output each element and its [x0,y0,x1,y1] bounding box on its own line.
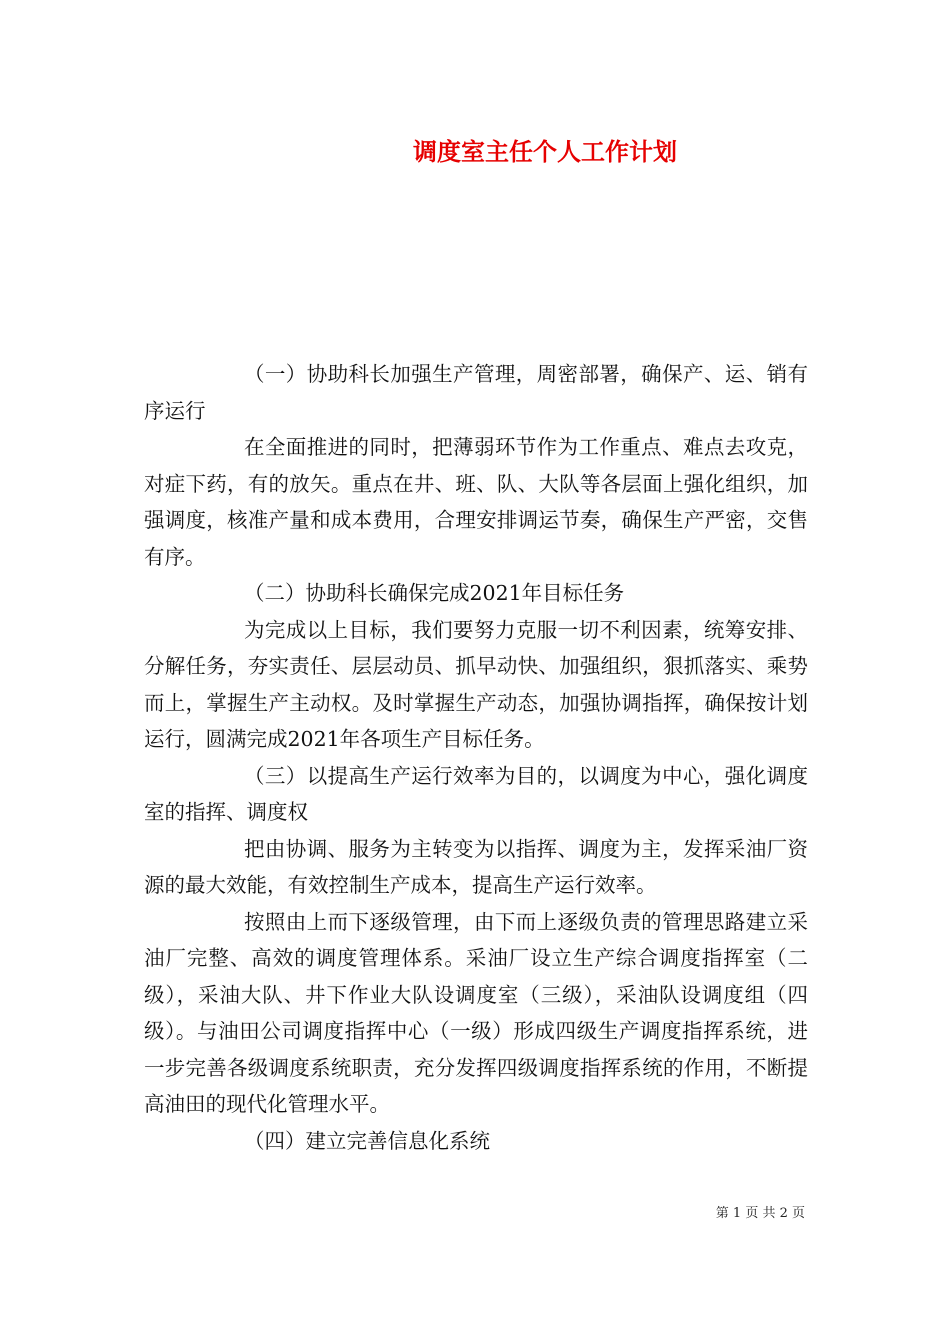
paragraph-section-2-heading: （二）协助科长确保完成2021年目标任务 [244,581,625,605]
paragraph-section-3-body-2: 按照由上而下逐级管理，由下而上逐级负责的管理思路建立采油厂完整、高效的调度管理体系。采油厂设立生产综合调度指挥室（二级），采油大队、井下作业大队设调度室（三级），采油队设调度组（四级）。与油田公司调度指挥中心（一级）形成四级生产调度指挥系统，进一步完善各级调度系统职责，充分发挥四级调度指挥系统的作用，不断提高油田的现代化管理水平。 [144,909,808,1116]
paragraph-section-2-body: 为完成以上目标，我们要努力克服一切不利因素，统筹安排、分解任务，夯实责任、层层动员、抓早动快、加强组织，狠抓落实、乘势而上，掌握生产主动权。及时掌握生产动态，加强协调指挥，确保按计划运行，圆满完成2021年各项生产目标任务。 [144,617,808,751]
paragraph-section-3-heading: （三）以提高生产运行效率为目的，以调度为中心，强化调度室的指挥、调度权 [144,763,808,824]
document-title: 调度室主任个人工作计划 [413,137,677,166]
paragraph-section-3-body-1: 把由协调、服务为主转变为以指挥、调度为主，发挥采油厂资源的最大效能，有效控制生产成本，提高生产运行效率。 [144,836,808,897]
paragraph-section-1-heading: （一）协助科长加强生产管理，周密部署，确保产、运、销有序运行 [144,362,808,423]
paragraph-section-1-body: 在全面推进的同时，把薄弱环节作为工作重点、难点去攻克，对症下药，有的放矢。重点在井、班、队、大队等各层面上强化组织，加强调度，核准产量和成本费用，合理安排调运节奏，确保生产严密，交售有序。 [144,435,808,569]
paragraph-section-4-heading: （四）建立完善信息化系统 [244,1128,490,1153]
document-body [144,356,808,1159]
page-number-footer: 第 1 页 共 2 页 [715,1206,805,1221]
